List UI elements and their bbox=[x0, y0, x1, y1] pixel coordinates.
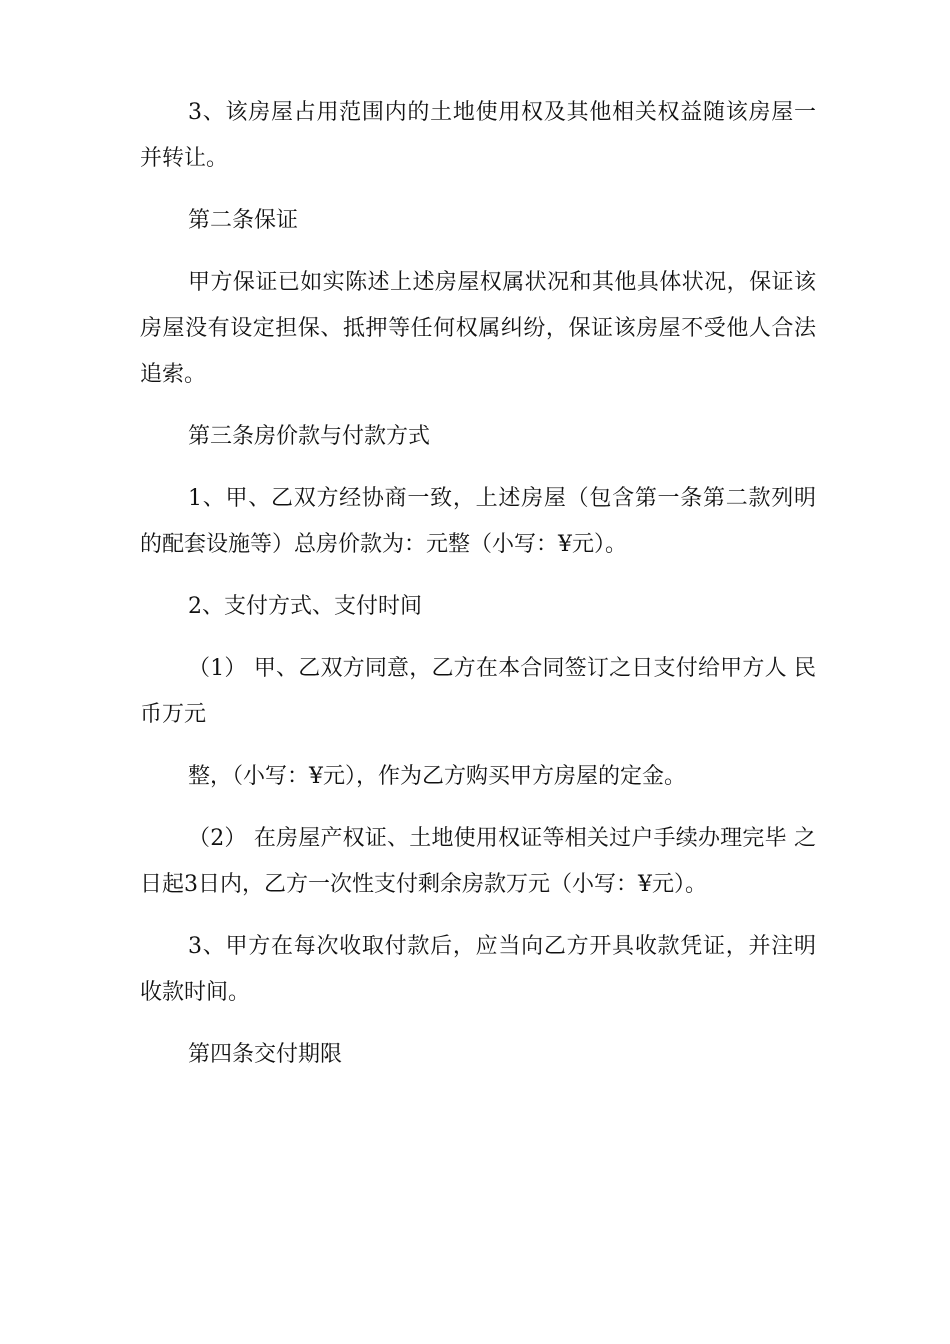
document-page bbox=[140, 90, 816, 1078]
paragraph-land-use-transfer: 3、该房屋占用范围内的土地使用权及其他相关权益随该房屋一并转让。 bbox=[140, 100, 816, 171]
paragraph-deposit-continuation: 整，（小写：¥元），作为乙方购买甲方房屋的定金。 bbox=[188, 764, 686, 789]
paragraph-remaining-payment: （2） 在房屋产权证、土地使用权证等相关过户手续办理完毕 之日起3日内，乙方一次性支付剩余房款万元（小写：¥元）。 bbox=[140, 826, 816, 897]
paragraph-payment-method-time: 2、支付方式、支付时间 bbox=[188, 594, 422, 619]
paragraph-total-price: 1、甲、乙双方经协商一致，上述房屋（包含第一条第二款列明的配套设施等）总房价款为：元整（小写：¥元）。 bbox=[140, 486, 816, 557]
heading-article-4-delivery: 第四条交付期限 bbox=[188, 1042, 343, 1067]
paragraph-deposit-clause: （1） 甲、乙双方同意，乙方在本合同签订之日支付给甲方人 民币万元 bbox=[140, 656, 816, 727]
heading-article-3-price-payment: 第三条房价款与付款方式 bbox=[188, 424, 431, 449]
heading-article-2-guarantee: 第二条保证 bbox=[188, 208, 299, 233]
paragraph-guarantee-text: 甲方保证已如实陈述上述房屋权属状况和其他具体状况，保证该房屋没有设定担保、抵押等任何权属纠纷，保证该房屋不受他人合法追索。 bbox=[140, 270, 816, 387]
paragraph-receipt-clause: 3、甲方在每次收取付款后，应当向乙方开具收款凭证，并注明收款时间。 bbox=[140, 934, 816, 1005]
